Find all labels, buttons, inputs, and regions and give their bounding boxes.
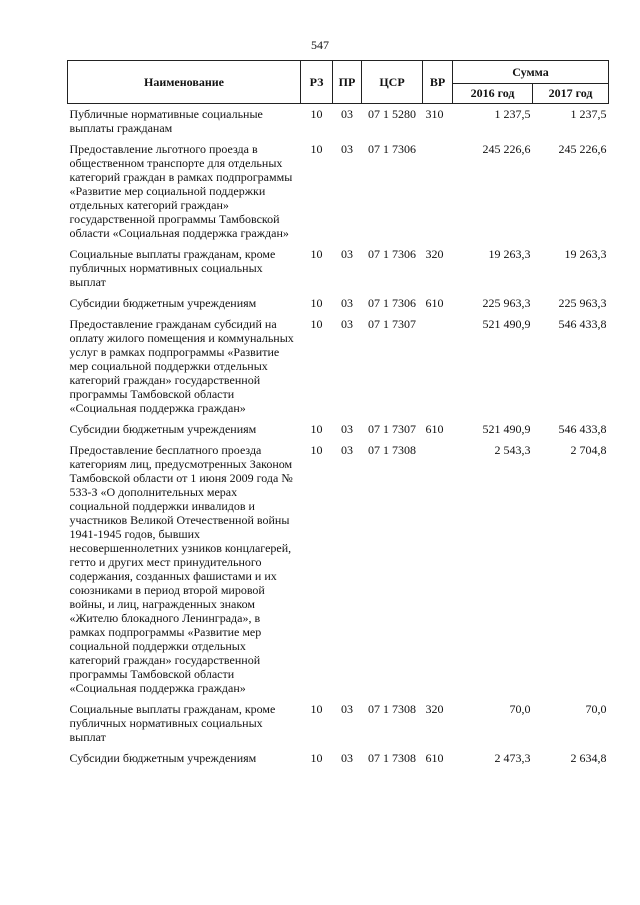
row-sum-2016: 2 543,3: [494, 443, 531, 457]
row-sum-2017: 70,0: [585, 702, 607, 716]
row-csr: 07 1 7308: [368, 702, 416, 716]
row-pr: 03: [341, 296, 353, 310]
row-pr: 03: [341, 107, 353, 121]
row-name: Субсидии бюджетным учреждениям: [69, 296, 257, 310]
row-rz: 10: [310, 317, 323, 331]
row-rz: 10: [310, 107, 323, 121]
row-rz: 10: [310, 443, 323, 457]
row-sum-2016: 2 473,3: [494, 751, 531, 765]
row-pr: 03: [341, 317, 353, 331]
row-sum-2017: 19 263,3: [564, 247, 607, 261]
row-sum-2016: 521 490,9: [482, 422, 531, 436]
row-rz: 10: [310, 142, 323, 156]
row-sum-2016: 225 963,3: [482, 296, 531, 310]
row-sum-2016: 19 263,3: [488, 247, 531, 261]
row-sum-2017: 2 634,8: [570, 751, 607, 765]
row-name: Субсидии бюджетным учреждениям: [69, 751, 257, 765]
row-vr: 320: [425, 702, 444, 716]
row-rz: 10: [310, 702, 323, 716]
row-sum-2017: 546 433,8: [558, 422, 607, 436]
page-number: 547: [311, 38, 329, 52]
table-row: [68, 699, 609, 748]
table-body: [68, 104, 609, 770]
header-csr: ЦСР: [362, 61, 423, 104]
row-name: Публичные нормативные социальные выплаты гражданам: [69, 107, 263, 135]
row-csr: 07 1 7306: [368, 142, 416, 156]
row-pr: 03: [341, 751, 353, 765]
table-row: [68, 293, 609, 314]
row-vr: [423, 314, 453, 419]
budget-table: [67, 60, 609, 769]
row-name: Предоставление гражданам субсидий на оплату жилого помещения и коммунальных услуг в рамках подпрограммы «Развитие мер социальной поддержки отдельных категорий граждан» государственной программы Тамбовской области «Социальная поддержка граждан»: [69, 317, 294, 415]
header-sum: Сумма: [453, 61, 609, 84]
table-row: [68, 244, 609, 293]
row-vr: [423, 440, 453, 699]
row-sum-2016: 245 226,6: [482, 142, 531, 156]
row-csr: 07 1 7306: [368, 247, 416, 261]
row-sum-2017: 1 237,5: [570, 107, 607, 121]
row-vr: 310: [425, 107, 444, 121]
header-name: Наименование: [68, 61, 301, 104]
row-vr: 610: [425, 422, 444, 436]
header-year-2016: 2016 год: [453, 83, 533, 103]
row-name: Предоставление бесплатного проезда категориям лиц, предусмотренных Законом Тамбовской области от 1 июня 2009 года № 533-З «О дополнительных мерах социальной поддержки инвалидов и участников Великой Отечественной войны 1941-1945 годов, бывших несовершеннолетних узников концлагерей, гетто и других мест принудительного содержания, созданных фашистами и их союзниками в период второй мировой войны, и лиц, награжденных знаком «Жителю блокадного Ленинграда», в рамках подпрограммы «Развитие мер социальной поддержки отдельных категорий граждан» государственной программы Тамбовской области «Социальная поддержка граждан»: [69, 443, 293, 695]
row-csr: 07 1 5280: [368, 107, 416, 121]
row-pr: 03: [341, 422, 353, 436]
row-pr: 03: [341, 702, 353, 716]
row-sum-2017: 2 704,8: [570, 443, 607, 457]
row-rz: 10: [310, 422, 323, 436]
row-rz: 10: [310, 751, 323, 765]
row-rz: 10: [310, 247, 323, 261]
table-row: [68, 748, 609, 769]
row-sum-2017: 546 433,8: [558, 317, 607, 331]
header-vr: ВР: [423, 61, 453, 104]
row-vr: 320: [425, 247, 444, 261]
row-csr: 07 1 7308: [368, 751, 416, 765]
row-pr: 03: [341, 142, 353, 156]
row-pr: 03: [341, 247, 353, 261]
header-rz: РЗ: [301, 61, 333, 104]
row-vr: 610: [425, 751, 444, 765]
table-row: [68, 139, 609, 244]
row-sum-2016: 1 237,5: [494, 107, 531, 121]
row-sum-2016: 70,0: [509, 702, 531, 716]
row-name: Субсидии бюджетным учреждениям: [69, 422, 257, 436]
row-rz: 10: [310, 296, 323, 310]
row-sum-2017: 225 963,3: [558, 296, 607, 310]
row-vr: [423, 139, 453, 244]
row-vr: 610: [425, 296, 444, 310]
table-row: [68, 419, 609, 440]
row-name: Социальные выплаты гражданам, кроме публичных нормативных социальных выплат: [69, 702, 276, 744]
row-pr: 03: [341, 443, 353, 457]
row-csr: 07 1 7308: [368, 443, 416, 457]
table-row: [68, 440, 609, 699]
header-year-2017: 2017 год: [533, 83, 609, 103]
row-csr: 07 1 7307: [368, 317, 416, 331]
row-csr: 07 1 7306: [368, 296, 416, 310]
table-row: [68, 104, 609, 140]
row-name: Социальные выплаты гражданам, кроме публичных нормативных социальных выплат: [69, 247, 276, 289]
table-header: [68, 61, 609, 104]
table-row: [68, 314, 609, 419]
header-pr: ПР: [333, 61, 362, 104]
row-csr: 07 1 7307: [368, 422, 416, 436]
row-sum-2017: 245 226,6: [558, 142, 607, 156]
row-sum-2016: 521 490,9: [482, 317, 531, 331]
row-name: Предоставление льготного проезда в общественном транспорте для отдельных категорий граждан в рамках подпрограммы «Развитие мер социальной поддержки отдельных категорий граждан» государственной программы Тамбовской области «Социальная поддержка граждан»: [69, 142, 293, 240]
